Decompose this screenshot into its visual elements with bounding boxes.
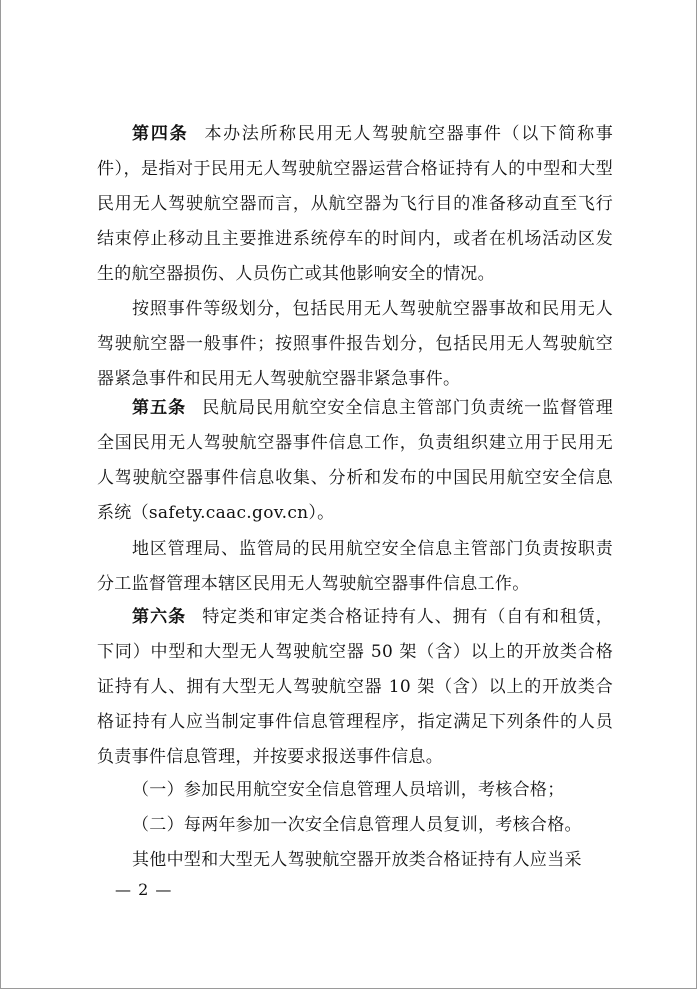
paragraph-event-classification: [97, 292, 613, 397]
paragraph-text: 地区管理局、监管局的民用航空安全信息主管部门负责按职责分工监督管理本辖区民用无人驾驶航空器事件信息工作。: [97, 539, 613, 594]
paragraph-condition-2: [97, 808, 613, 843]
paragraph-article-6: [97, 600, 613, 775]
paragraph-text: 特定类和审定类合格证持有人、拥有（自有和租赁，下同）中型和大型无人驾驶航空器 50 架（含）以上的开放类合格证持有人、拥有大型无人驾驶航空器 10 架（含）以上的开放类合格证持有人应当制定事件信息管理程序，指定满足下列条件的人员负责事件信息管理，并按要求报送事件信息。: [97, 607, 614, 767]
paragraph-other-holders: [97, 843, 613, 878]
paragraph-regional-administration: [97, 532, 613, 602]
paragraph-text: 本办法所称民用无人驾驶航空器事件（以下简称事件），是指对于民用无人驾驶航空器运营合格证持有人的中型和大型民用无人驾驶航空器而言，从航空器为飞行目的准备移动直至飞行结束停止移动且主要推进系统停车的时间内，或者在机场活动区发生的航空器损伤、人员伤亡或其他影响安全的情况。: [97, 124, 614, 284]
paragraph-article-5: [97, 391, 613, 531]
article-heading: 第六条: [132, 607, 187, 627]
paragraph-text: （一）参加民用航空安全信息管理人员培训，考核合格；: [132, 780, 565, 800]
page-number: — 2 —: [115, 880, 173, 899]
paragraph-text: （二）每两年参加一次安全信息管理人员复训，考核合格。: [132, 815, 582, 835]
paragraph-text: 按照事件等级划分，包括民用无人驾驶航空器事故和民用无人驾驶航空器一般事件；按照事件报告划分，包括民用无人驾驶航空器紧急事件和民用无人驾驶航空器非紧急事件。: [97, 299, 613, 389]
article-heading: 第四条: [132, 124, 189, 144]
article-heading: 第五条: [132, 398, 187, 418]
paragraph-article-4: [97, 117, 613, 292]
paragraph-text: 民航局民用航空安全信息主管部门负责统一监督管理全国民用无人驾驶航空器事件信息工作，负责组织建立用于民用无人驾驶航空器事件信息收集、分析和发布的中国民用航空安全信息系统（safety.caac.gov.cn）。: [97, 398, 614, 523]
paragraph-text: 其他中型和大型无人驾驶航空器开放类合格证持有人应当采: [132, 850, 582, 870]
paragraph-condition-1: [97, 773, 613, 808]
